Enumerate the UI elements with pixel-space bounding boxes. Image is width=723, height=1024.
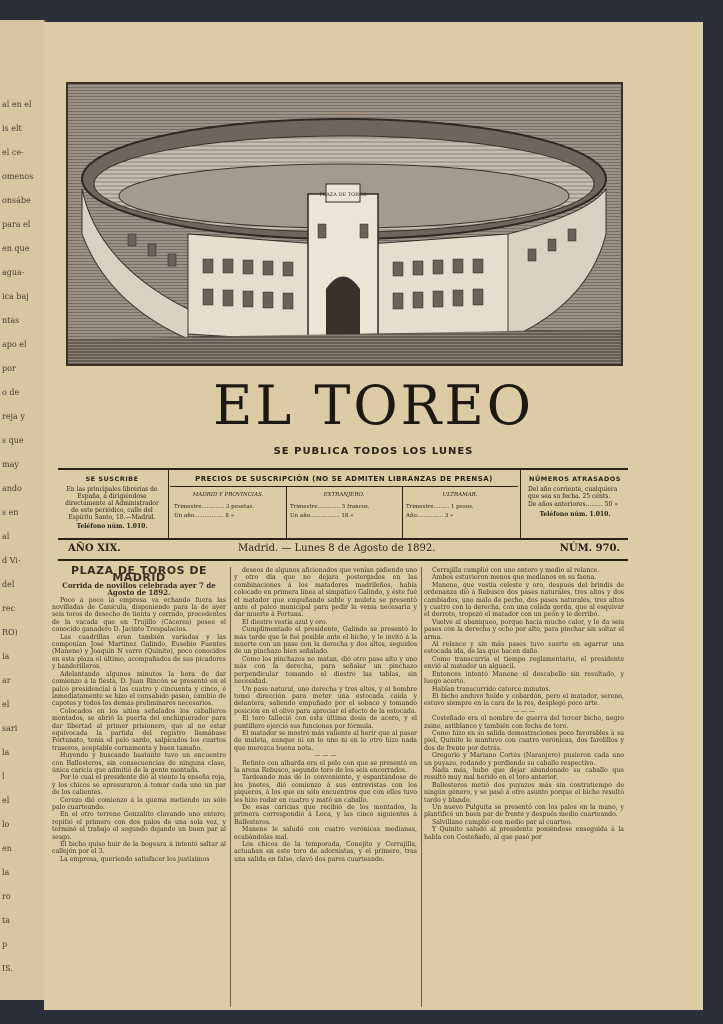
article-paragraph: Nada más, hubo que dejar abandonado su caballo que resultó muy mal herido en el toro anterior. (424, 766, 624, 782)
back-issues-previous: De años anteriores......... 50 » (528, 501, 618, 508)
article-paragraph: — — — (512, 707, 536, 715)
issue-number: NÚM. 970. (559, 543, 620, 554)
article-paragraph: Cerezo dió comienzo á la quema metiendo un sólo palo cuarteando. (52, 796, 226, 811)
price-extranjero-trimestre: Trimestre............. 5 francos. (290, 504, 370, 510)
back-issues-phone: Teléfono núm. 1.010. (539, 511, 611, 518)
adjacent-page-fragment (0, 20, 46, 1000)
article-paragraph: De esas caricias que recibió de los montados, la primera correspondió á Loca, y las cinco siguientes á Ballesteros. (234, 804, 417, 826)
subscribe-column (58, 470, 166, 538)
left-page-fragment: en que (2, 244, 30, 253)
left-page-fragment: en (2, 844, 12, 853)
left-page-fragment: apo el (2, 340, 27, 349)
article-paragraph: Retinto con albarda era el pelo con que se presentó en la arena Rebusco, segundo toro de los seis encerrados. (234, 759, 417, 774)
left-page-fragment: del (2, 580, 15, 589)
left-page-fragment: al (2, 532, 10, 541)
left-page-fragment: rec (2, 604, 16, 613)
article-paragraph: Salvillano cumplió con medio par al cuarteo. (432, 818, 572, 826)
article-paragraph: Al relance y sin más pases tuvo suerte en agarrar una estocada ida, de las que hacen daño. (424, 641, 624, 656)
left-page-fragment: el (2, 796, 10, 805)
left-page-fragment: s que (2, 436, 24, 445)
date-label: Madrid. — Lunes 8 de Agosto de 1892. (238, 543, 436, 554)
article-paragraph: El toro falleció con esta última dosis de acero, y el puntillero ejerció sus funciones por fórmula. (234, 715, 417, 730)
article-paragraph: Manene le saludó con cuatro verónicas medianas, ecabándolas mal. (234, 826, 417, 841)
article-paragraph: Un pase natural, uno derecha y tres altos, y el hombre tomó dirección para meter una estocada caída y delantera, saliendo empuñado por el sobaco y tomando posición en el olivo para apreciar el efecto de la estocada. (234, 685, 417, 715)
article-paragraph: Costeñado era el nombre de guerra del tercer bicho, negro zaino, astiblanco y también con fecha de toro. (424, 715, 624, 730)
zone-ultramar: ULTRAMAR. (442, 492, 478, 498)
left-page-fragment: lo (2, 820, 10, 829)
zone-madrid: MADRID Y PROVINCIAS. (192, 492, 264, 498)
article-column-2 (234, 567, 417, 863)
left-page-fragment: ica baj (2, 292, 29, 301)
newspaper-page (44, 22, 703, 1010)
article-paragraph: Y Quinito saludó al presidente poniéndose enseguida á la habla con Costeñado, al que pasó por (424, 826, 624, 841)
price-ultramar-ano: Año............... 3 » (406, 513, 454, 519)
left-page-fragment: para el (2, 220, 31, 229)
article-paragraph: El bicho quiso huir de la bogeara á intentó saltar al callejón por el 3. (52, 841, 226, 856)
article-paragraph: El diestro vestía azul y oro. (242, 618, 328, 626)
article-paragraph: Entonces intentó Manene el descabello sin resultado, y luego acertó. (424, 670, 624, 686)
left-page-fragment: al en el (2, 100, 32, 109)
left-page-fragment: reja y (2, 412, 25, 421)
article-paragraph: Poco á poco la empresa va echando fuera las novilladas de Canícula, disponiendo para la de ayer seis toros de desecho de tienta y cerrado, procedentes de la vacada que en Trujillo (Cáceres) posee el conocido ganadero D. Jacinto Trespalacios. (52, 596, 226, 634)
article-column-1 (52, 564, 226, 863)
left-page-fragment: por (2, 364, 16, 373)
article-paragraph: Ballesteros metió dos puyazos más sin contratiempo de ningún género, y se pasó á otro asunto porque el bicho resultó tardo y blando. (424, 781, 624, 804)
left-page-fragment: ta (2, 916, 10, 925)
left-page-fragment: s en (2, 508, 19, 517)
article-paragraph: El bicho anduvo huido y cobardón, pero el matador, sereno, estuvo siempre en la cara de la res, desplegó poco arte. (424, 692, 624, 708)
left-page-fragment: agua- (2, 268, 25, 277)
prices-column (170, 470, 518, 538)
back-issues-current: Del año corriente, cualquiera que sea su fecha. 25 cénts. (528, 486, 618, 500)
article-paragraph: — — — (314, 752, 337, 760)
article-column-3 (424, 567, 624, 841)
article-paragraph: La empresa, queriendo satisfacer los justísimos (60, 855, 210, 863)
left-page-fragment: p (2, 940, 8, 949)
bullring-illustration (68, 84, 621, 364)
subscribe-text: En las principales librerías de España, á dirigiéndose directamente al Administrador de este periódico, calle del Espíritu Santo, 18.—Madrid. (65, 486, 159, 521)
back-issues-title: NÚMEROS ATRASADOS (529, 475, 621, 483)
left-page-fragment: el (2, 700, 10, 709)
article-paragraph: Adelantando algunos minutos la hora de dar comienzo á la fiesta, D. Juan Rincón se presentó en el palco presidencial á las cuatro y cincuenta y cinco, é inmediatamente se hizo el consabido paseo, cambio de capotes y todos los demás preliminares necesarios. (52, 670, 226, 708)
zone-extranjero: EXTRANJERO. (323, 492, 365, 498)
article-paragraph: Huyendo y buscando bastante tuvo un encuentro con Ballesteros, sin consecuencias de ninguna clase, única caricia que admitió de la gente montada. (52, 752, 226, 774)
article-paragraph: El matador se mostró más valiente al herir que al pasar de muleta, aunque ni en lo uno ni en lo otro hizo nada que merezca buena nota. (234, 729, 417, 752)
price-ultramar-trimestre: Trimestre......... 1 pesos. (406, 504, 474, 510)
left-page-fragment: ro (2, 892, 11, 901)
prices-title: PRECIOS DE SUSCRIPCIÓN (NO SE ADMITEN LIBRANZAS DE PRENSA) (195, 475, 493, 483)
left-page-fragment: ía (2, 652, 10, 661)
article-paragraph: Los chicos de la temporada, Conejito y Cerrajilla, actuaban en este toro de adornistas, y el primero, tras una salida en falso, clavó dos pares cuarteando. (234, 841, 417, 863)
article-paragraph: Vuelve al abaniqueo, porque hacía mucho calor, y le da seis pases con la derecha y ocho por alto, para pinchar sin soltar el arma. (424, 618, 624, 641)
article-paragraph: Tardeando más de lo conveniente, y espantándose de los jinetes, dió comienzo á sus entrevistas con los piqueros, á los que en sólo encuentros que con ellos tuvo les hizo rodar en cuatro y mató un caballo. (234, 774, 417, 804)
subscription-box (58, 468, 628, 540)
price-madrid-trimestre: Trimestre............. 3 pesetas. (174, 504, 255, 510)
article-paragraph: Por lo cual el presidente dió al viento la enseña roja, y los chicos se apresuraron á tomar cada uno un par de los calientes. (52, 774, 226, 797)
article-paragraph: Colocados en los sitios señalados los caballeros montados, se abrió la puerta del enchiquerador para dar libertad al primer prisionero, que al no estar equivocada la partida del registro llamábase Fortunato, tenía el pelo sardo, salpicados los cuartos traseros, aceptable cornamenta y buen tamaño. (52, 707, 226, 752)
left-page-fragment: may (2, 460, 19, 469)
left-page-fragment: IS. (2, 964, 13, 973)
left-page-fragment: sari (2, 724, 18, 733)
article-paragraph: Cerrajilla cumplió con uno entero y medio al relance. (432, 567, 600, 574)
left-page-fragment: la (2, 748, 10, 757)
article-paragraph: Manene, que vestía celeste y oro, después del brindis de ordenanza dió á Rebusco dos pases naturales, tres altos y dos cambiados, uno malo de pecho, dos pases naturales, tres altos y cuatro con la derecha, con una colada gorda, que al esquivar el derrote, tropezó el matador con un peón y le derribó. (424, 581, 624, 619)
article-paragraph: Un nuevo Pulguita se presentó con los palos en la mano, y plantificó un buen par de frente y después medio cuarteando. (424, 804, 624, 819)
left-page-fragment: omenos (2, 172, 34, 181)
left-page-fragment: el ce- (2, 148, 24, 157)
left-page-fragment: RO) (2, 628, 18, 637)
article-paragraph: deseos de algunos aficionados que venían pidiendo uno y otro día que no dejara postergados en las combinaciones á los matadores madrileños, había colocado en primera línea al simpático Galindo, y éste fué el matador que empuñando sable y muleta se presentó ante el palco municipal para pedir la venia necesaria y dar muerte á Fortuna. (234, 567, 417, 619)
left-page-fragment: ando (2, 484, 22, 493)
article-paragraph: Habían transcurrido catorce minutos. (432, 685, 551, 693)
left-page-fragment: ntas (2, 316, 20, 325)
year-label: AÑO XIX. (68, 543, 121, 554)
subscribe-phone: Teléfono núm. 1.010. (76, 523, 148, 530)
price-madrid-ano: Un año................. 8 » (174, 513, 235, 519)
subscribe-title: SE SUSCRIBE (85, 475, 139, 483)
article-paragraph: Cumplimentado el presidente, Galindo se presentó lo más tarde que le fué posible ante el bicho, y le invitó á la muerte con un pase con la derecha y dos altos, seguidos de un pinchazo bien señalado. (234, 626, 417, 656)
article-paragraph: En el otro terreno Gonzalito clavando uno entero; repitió el primero con dos palos de una sola vez, y terminó el trabajo el segundo dejando un buen par al sesgo. (52, 811, 226, 841)
masthead-title: EL TOREO (212, 374, 535, 437)
price-extranjero-ano: Un año................. 18 » (290, 513, 354, 519)
section-heading: PLAZA DE TOROS DE MADRID (71, 564, 207, 585)
left-page-fragment: onsábe (2, 196, 31, 205)
masthead-tagline: SE PUBLICA TODOS LOS LUNES (273, 446, 474, 457)
left-page-fragment: o de (2, 388, 20, 397)
article-subtitle: Corrida de novillos celebrada ayer 7 de Agosto de 1892. (62, 580, 216, 598)
engraving-plaque: PLAZA DE TOROS (319, 192, 367, 198)
dateline (58, 541, 628, 561)
article-paragraph: Como los pinchazos no matan, dió otro pase alto y uno más con la derecha, para señalar un pinchazo perpendicular tomando el diestro las tablas, sin necesidad. (234, 655, 417, 686)
left-page-fragment: is elt (2, 124, 22, 133)
article-paragraph: Como transcurría el tiempo reglamentario, el presidente envió al matador un alguacil. (424, 655, 624, 671)
article-paragraph: Gregorio y Mariano Cortés (Naranjero) pusieron cada uno un puyazo, rodando y perdiendo su caballo respectivo. (424, 752, 624, 767)
left-page-fragment: la (2, 868, 10, 877)
back-issues-column (522, 470, 628, 538)
article-paragraph: Las cuadrillas eran también variadas y las componían José Martínez Galindo, Eusebio Fuentes (Manene) y Joaquín N varro (Quinito), poco conocidos en esta plaza el último, acompañados de sus picadores y banderilleros. (52, 633, 226, 671)
article-paragraph: Ambos estuvieron menos que medianos en su faena. (432, 574, 597, 582)
left-page-fragment: l (2, 772, 5, 781)
bullring-engraving (66, 82, 623, 366)
article-paragraph: Como hizo en su salida demostraciones poco favorables á su piel, Quinito le mantuvo con cuatro verónicas, dos farolillos y dos de frente por detrás. (424, 729, 624, 752)
left-page-fragment: d Vi- (2, 556, 21, 565)
left-page-fragment: ar (2, 676, 11, 685)
